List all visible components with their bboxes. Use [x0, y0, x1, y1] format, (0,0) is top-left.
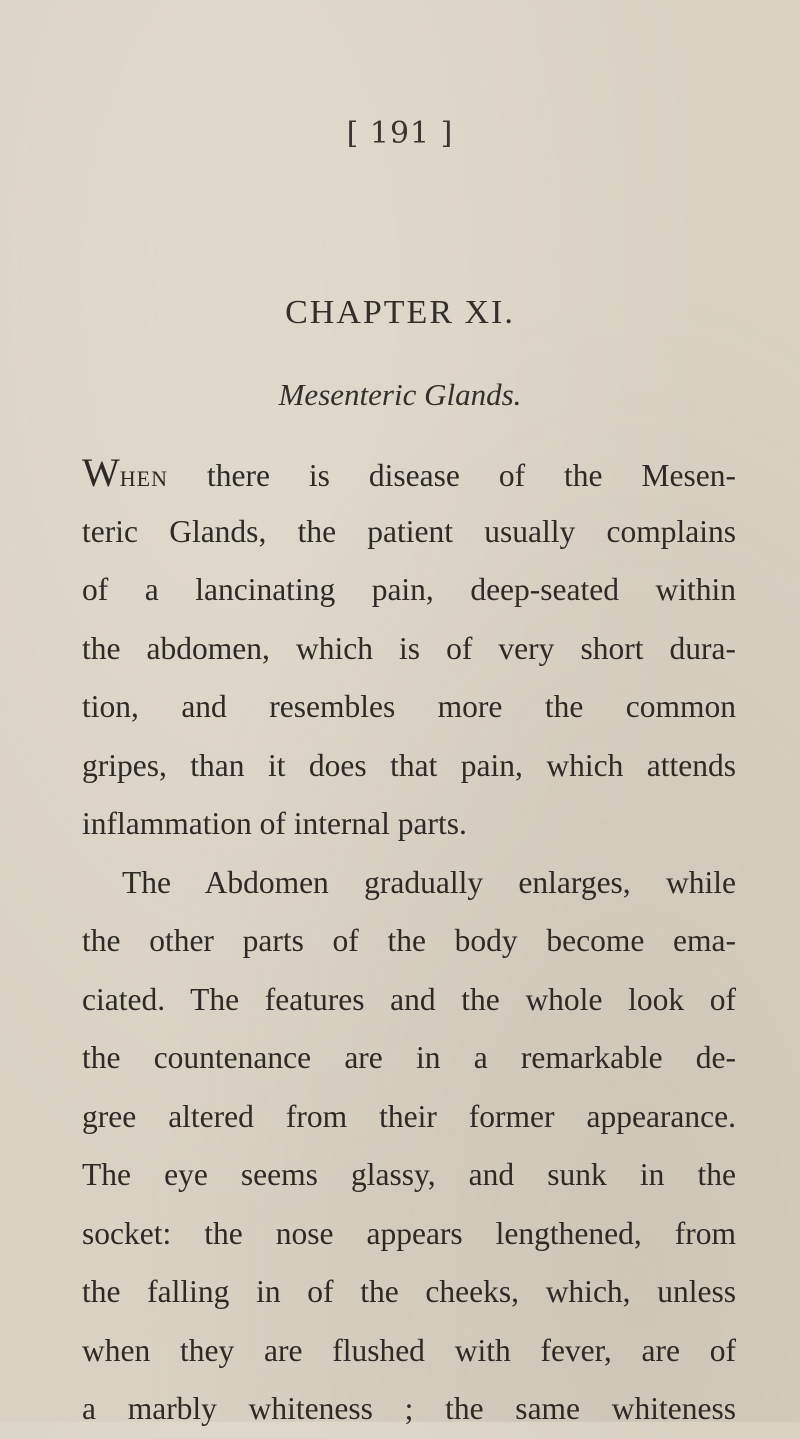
text-line: teric Glands, the patient usually complains — [82, 513, 736, 549]
text-line: the abdomen, which is of very short dura- — [82, 630, 736, 666]
dropcap-letter: W — [82, 450, 120, 495]
text-line: tion, and resembles more the common — [82, 689, 736, 724]
text-line: ciated. The features and the whole look of — [82, 981, 736, 1017]
body-text — [82, 444, 736, 1439]
opening-smallcaps: hen — [119, 458, 168, 493]
text-line: The eye seems glassy, and sunk in the — [82, 1157, 736, 1192]
text-line: when they are flushed with fever, are of — [82, 1332, 736, 1368]
text-line: a marbly whiteness ; the same whiteness — [82, 1391, 736, 1426]
text-line: of a lancinating pain, deep-seated within — [82, 572, 736, 607]
text-line-rest: there is disease of the Mesen- — [167, 458, 736, 493]
chapter-heading: CHAPTER XI. — [285, 294, 515, 331]
page-number: [ 191 ] — [346, 116, 454, 151]
text-line: The Abdomen gradually enlarges, while — [122, 864, 736, 900]
text-line: socket: the nose appears lengthened, from — [82, 1215, 736, 1251]
text-line: the countenance are in a remarkable de- — [82, 1040, 736, 1075]
text-line: gree altered from their former appearance. — [82, 1098, 736, 1134]
chapter-subtitle: Mesenteric Glands. — [278, 377, 522, 412]
text-line: inflammation of internal parts. — [82, 806, 467, 841]
text-line: the falling in of the cheeks, which, unless — [82, 1274, 736, 1309]
text-line — [82, 444, 736, 503]
text-line: gripes, than it does that pain, which attends — [82, 747, 736, 783]
text-line: the other parts of the body become ema- — [82, 923, 736, 958]
